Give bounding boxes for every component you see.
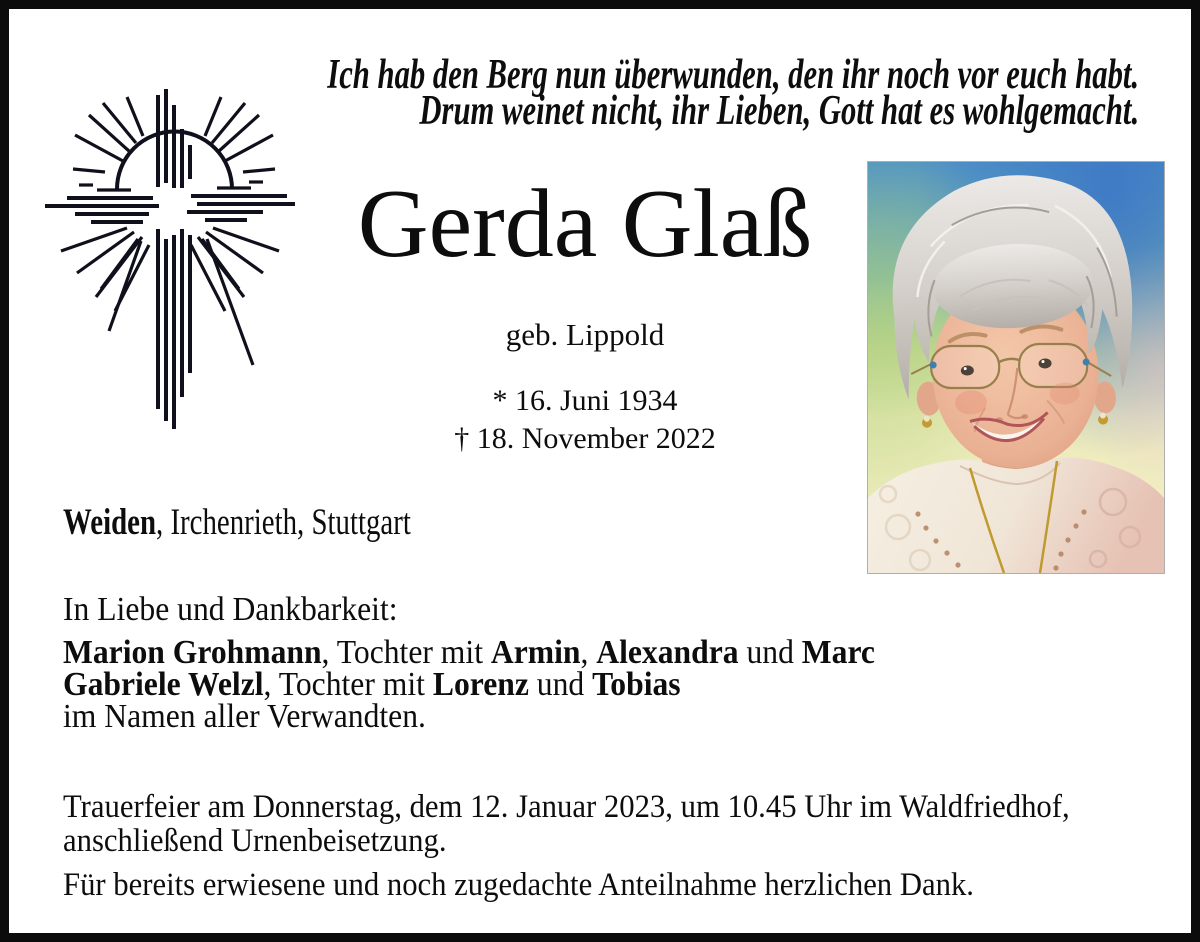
birth-date-line bbox=[339, 386, 831, 416]
birth-date: 16. Juni 1934 bbox=[514, 384, 678, 417]
death-date-line bbox=[339, 424, 831, 454]
portrait-photo-frame bbox=[867, 161, 1165, 574]
family-closing: im Namen aller Verwandten. bbox=[63, 698, 426, 735]
cross-with-rays-icon bbox=[39, 89, 301, 477]
ceremony-block bbox=[63, 790, 1070, 858]
portrait-photo bbox=[868, 162, 1164, 573]
thanks-line: Für bereits erwiesene und noch zugedachte Anteilnahme herzlichen Dank. bbox=[63, 867, 974, 903]
epigraph-line-1: Ich hab den Berg nun überwunden, den ihr noch vor euch habt. bbox=[327, 52, 1139, 98]
epigraph bbox=[327, 52, 1139, 134]
family-line-2: Gabriele Welzl, Tochter mit Lorenz und Tobias bbox=[63, 666, 681, 703]
ceremony-line-2: anschließend Urnenbeisetzung. bbox=[63, 823, 447, 859]
mourning-block bbox=[63, 592, 875, 733]
ceremony-line-1: Trauerfeier am Donnerstag, dem 12. Januar 2023, um 10.45 Uhr im Waldfriedhof, bbox=[63, 789, 1070, 825]
condolence-intro: In Liebe und Dankbarkeit: bbox=[63, 591, 398, 628]
maiden-name: geb. Lippold bbox=[505, 317, 665, 352]
death-date: 18. November 2022 bbox=[476, 422, 716, 455]
death-symbol: † bbox=[454, 422, 470, 455]
epigraph-line-2: Drum weinet nicht, ihr Lieben, Gott hat es wohlgemacht. bbox=[419, 88, 1139, 134]
birth-symbol: * bbox=[492, 384, 508, 417]
family-line-1: Marion Grohmann, Tochter mit Armin, Alexandra und Marc bbox=[63, 634, 875, 671]
page-title-deceased-name: Gerda Glaß bbox=[357, 170, 813, 278]
places-line: Weiden, Irchenrieth, Stuttgart bbox=[63, 502, 411, 543]
